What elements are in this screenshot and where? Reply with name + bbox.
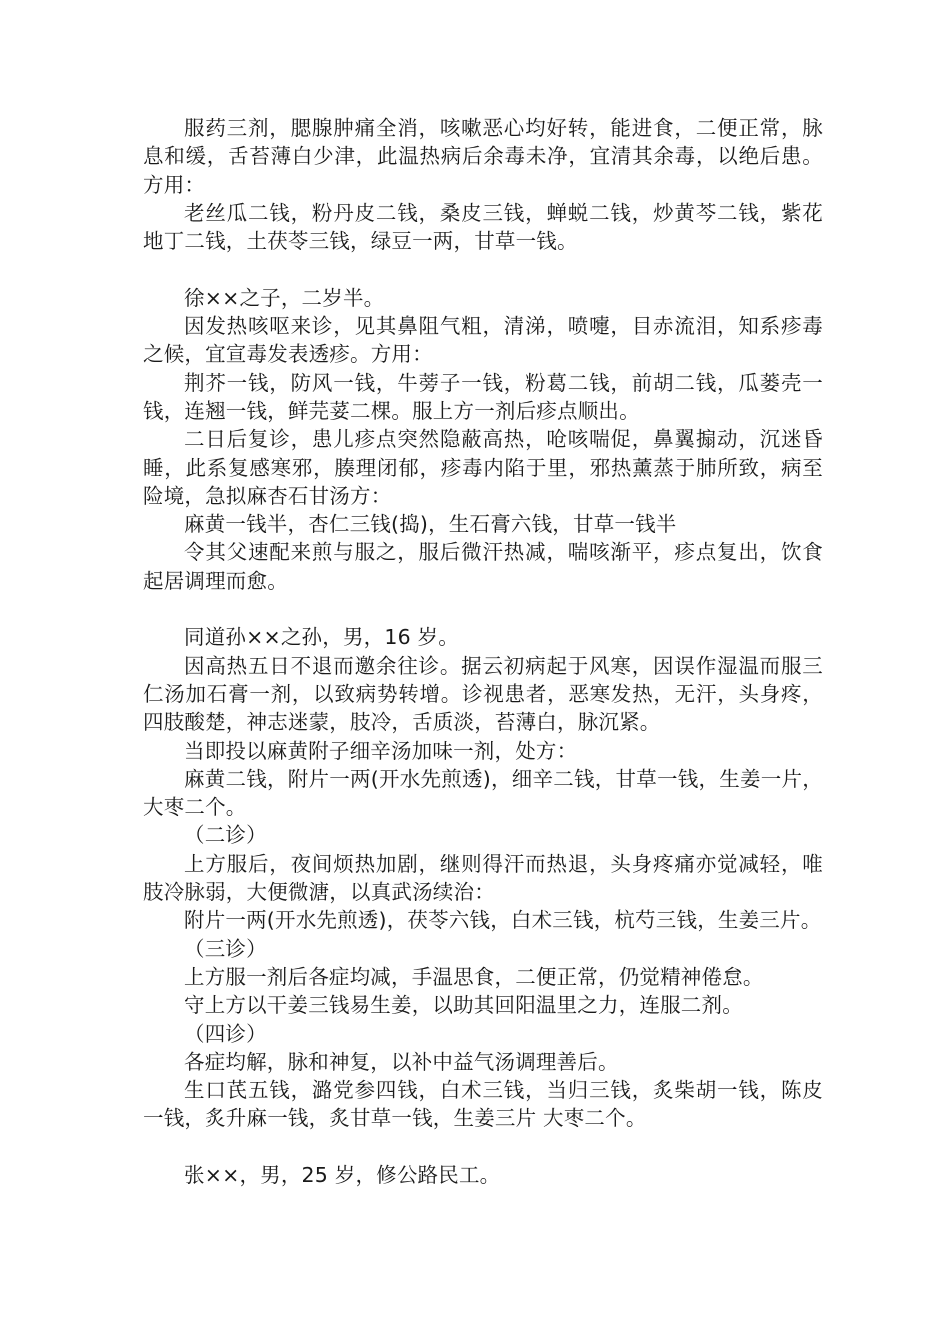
document-body: [143, 114, 823, 1189]
paragraph: 各症均解，脉和神复，以补中益气汤调理善后。: [184, 1049, 619, 1074]
paragraph: 因高热五日不退而邀余往诊。据云初病起于风寒，因误作湿温而服三仁汤加石膏一剂，以致病势转增。诊视患者，恶寒发热，无汗，头身疼，四肢酸楚，神志迷蒙，肢冷，舌质淡，苔薄白，脉沉紧。: [143, 653, 823, 735]
paragraph: 上方服后，夜间烦热加剧，继则得汗而热退，头身疼痛亦觉减轻，唯肢冷脉弱，大便微溏，以真武汤续治：: [143, 851, 823, 905]
paragraph: 当即投以麻黄附子细辛汤加味一剂，处方：: [184, 738, 578, 763]
case-heading: 徐××之子，二岁半。: [184, 285, 385, 310]
visit-label: （四诊）: [184, 1021, 267, 1046]
paragraph: 麻黄二钱，附片一两(开水先煎透)，细辛二钱，甘草一钱，生姜一片，大枣二个。: [143, 766, 823, 820]
paragraph: 老丝瓜二钱，粉丹皮二钱，桑皮三钱，蝉蜕二钱，炒黄芩二钱，紫花地丁二钱，土茯苓三钱，绿豆一两，甘草一钱。: [143, 200, 823, 254]
paragraph: 服药三剂，腮腺肿痛全消，咳嗽恶心均好转，能进食，二便正常，脉息和缓，舌苔薄白少津，此温热病后余毒未净，宜清其余毒，以绝后患。方用：: [143, 116, 823, 197]
paragraph: 守上方以干姜三钱易生姜，以助其回阳温里之力，连服二剂。: [184, 993, 743, 1018]
paragraph: 生口芪五钱，潞党参四钱，白术三钱，当归三钱，炙柴胡一钱，陈皮一钱，炙升麻一钱，炙甘草一钱，生姜三片 大枣二个。: [143, 1078, 823, 1131]
paragraph: 令其父速配来煎与服之，服后微汗热减，喘咳渐平，疹点复出，饮食起居调理而愈。: [143, 540, 823, 593]
paragraph: 二日后复诊，患儿疹点突然隐蔽高热，呛咳喘促，鼻翼搧动，沉迷昏睡，此系复感寒邪，腠理闭郁，疹毒内陷于里，邪热薰蒸于肺所致，病至险境，急拟麻杏石甘汤方：: [143, 427, 823, 508]
paragraph: 荆芥一钱，防风一钱，牛蒡子一钱，粉葛二钱，前胡二钱，瓜蒌壳一钱，连翘一钱，鲜芫荽二棵。服上方一剂后疹点顺出。: [143, 370, 823, 423]
visit-label: （二诊）: [184, 823, 267, 848]
paragraph-spacer: [143, 1133, 823, 1161]
paragraph-spacer: [143, 255, 823, 283]
paragraph: 因发热咳呕来诊，见其鼻阻气粗，清涕，喷嚏，目赤流泪，知系疹毒之候，宜宣毒发表透疹。方用：: [143, 314, 823, 367]
case-heading: 同道孙××之孙，男，16 岁。: [184, 625, 459, 650]
paragraph: 上方服一剂后各症均减，手温思食，二便正常，仍觉精神倦怠。: [184, 964, 764, 989]
paragraph-spacer: [143, 595, 823, 623]
paragraph: 附片一两(开水先煎透)，茯苓六钱，白术三钱，杭芍三钱，生姜三片。: [184, 908, 822, 933]
paragraph: 麻黄一钱半，杏仁三钱(捣)，生石膏六钱，甘草一钱半: [184, 512, 677, 537]
case-heading: 张××，男，25 岁，修公路民工。: [184, 1162, 501, 1187]
visit-label: （三诊）: [184, 936, 267, 961]
